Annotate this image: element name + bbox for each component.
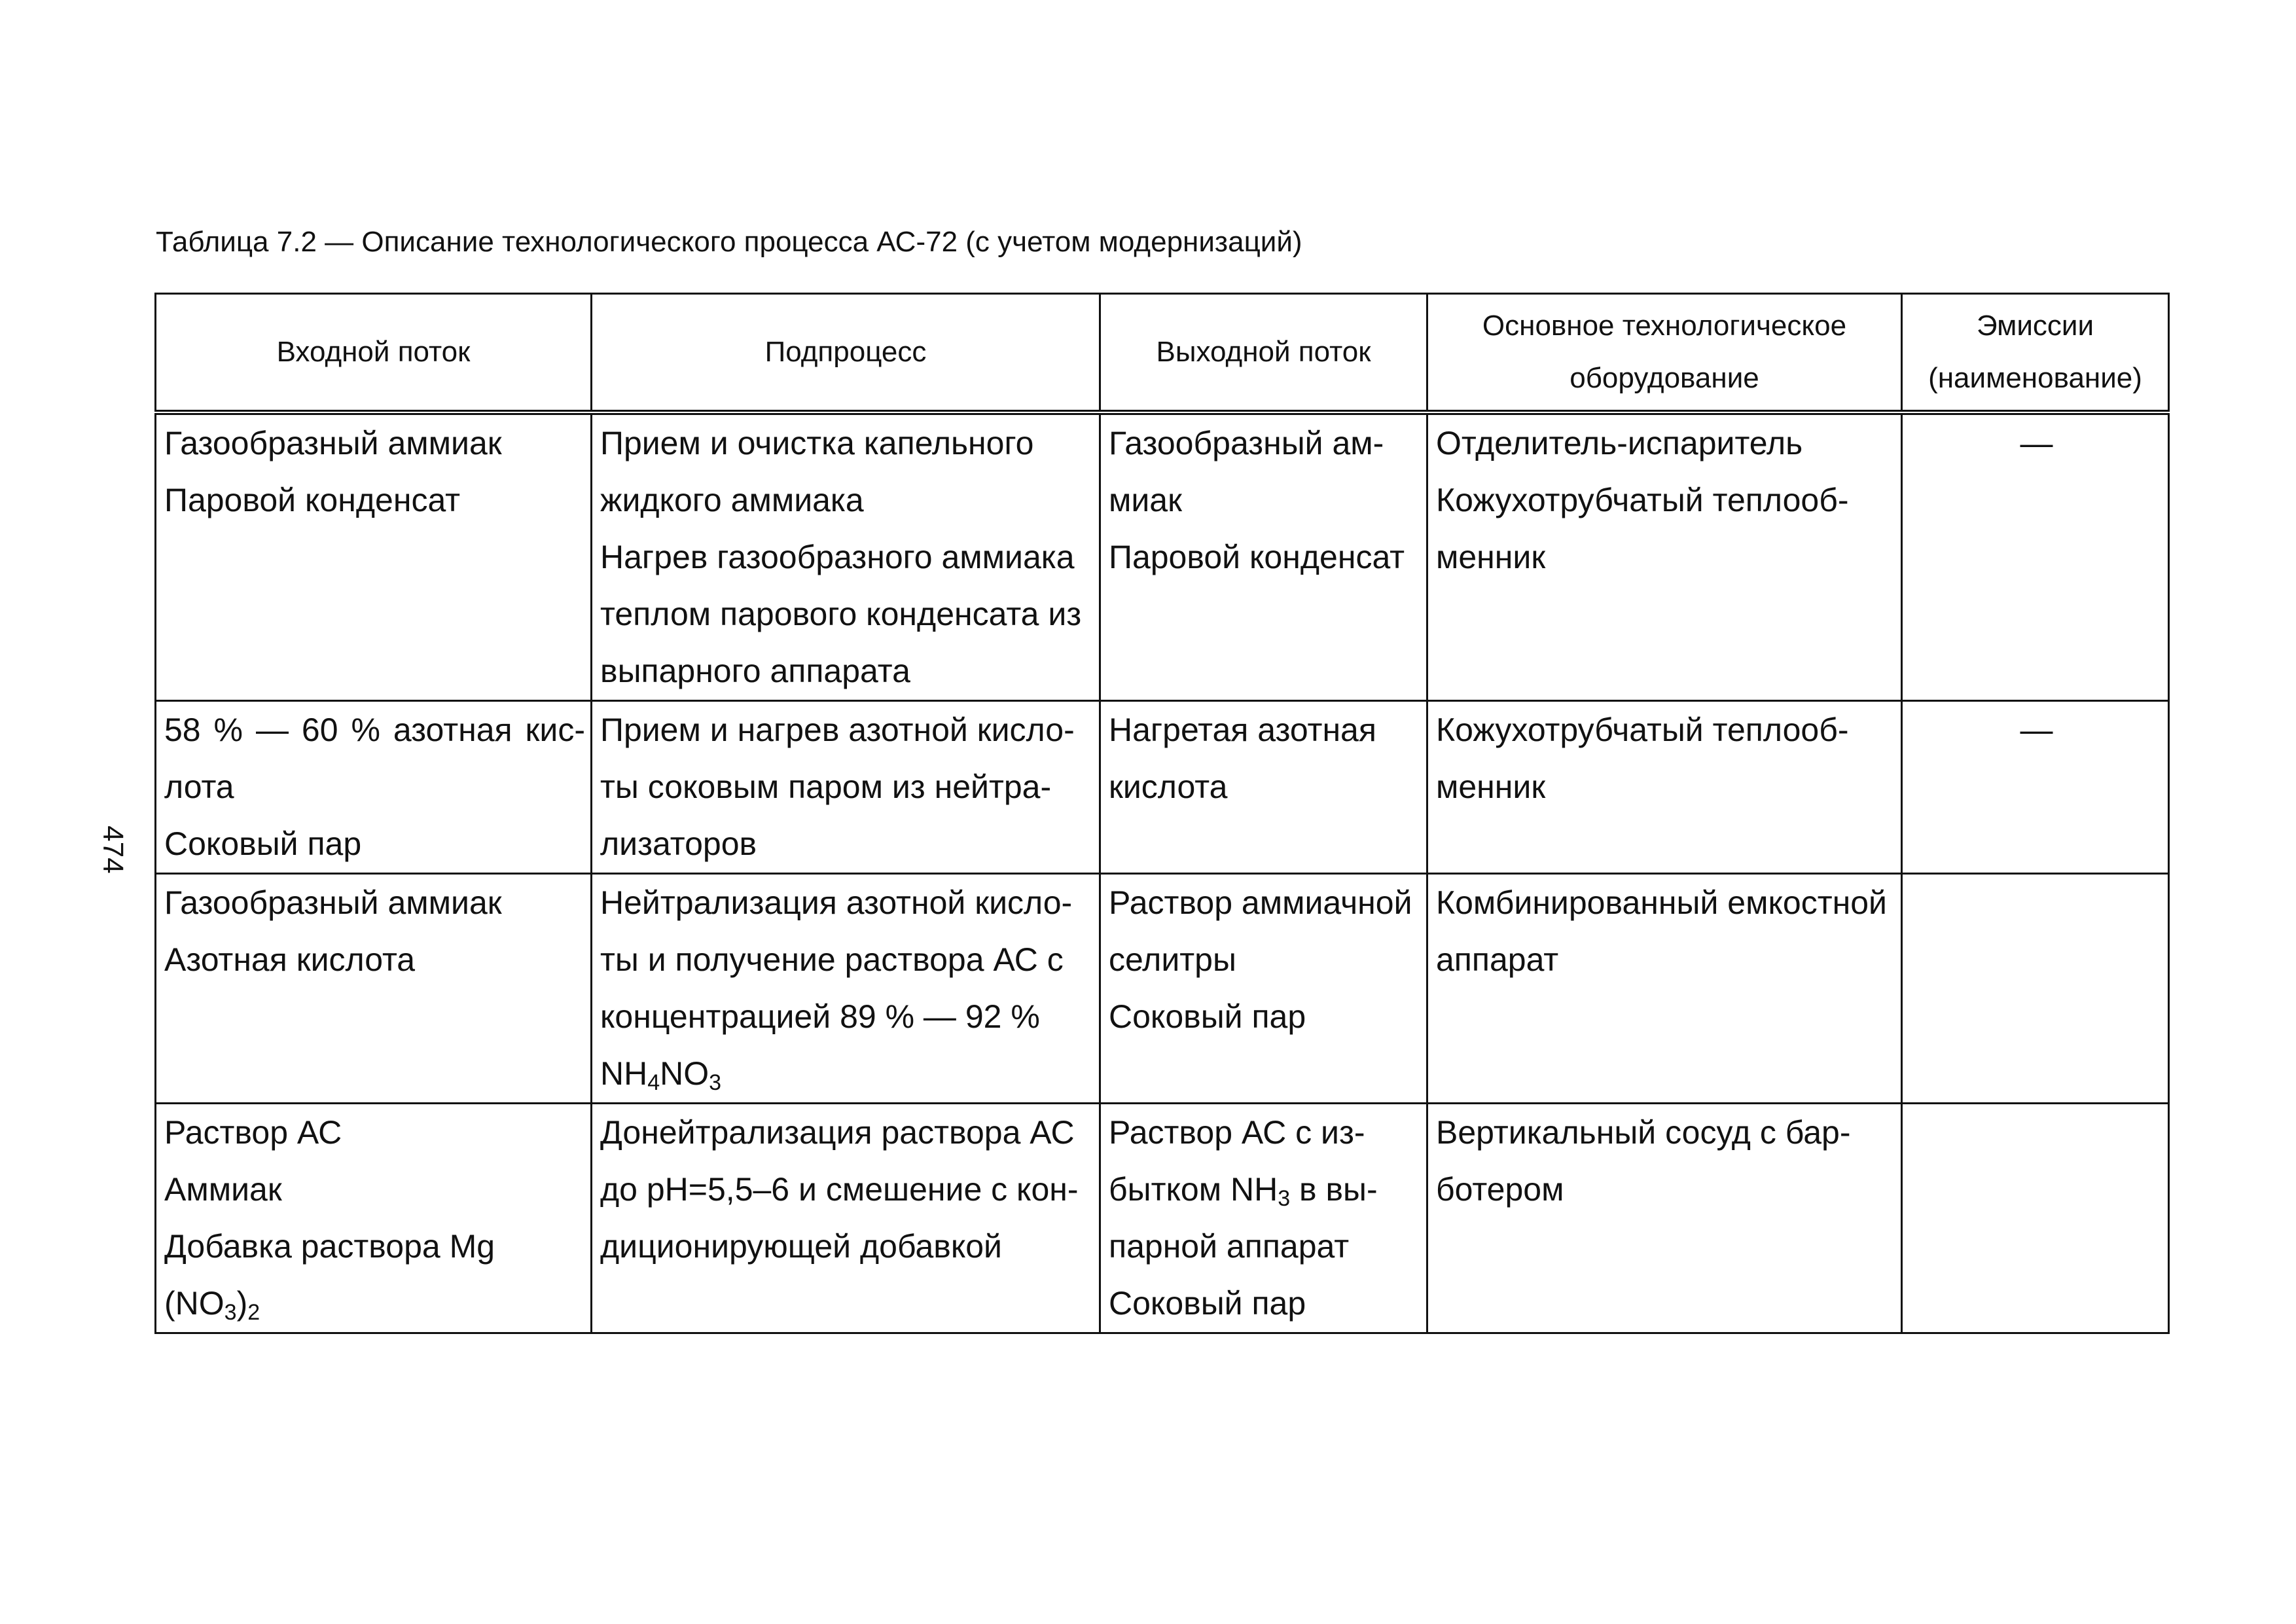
- cell-line: Кожухотрубчатый теплооб-: [1436, 482, 1849, 518]
- cell-output: [1100, 1104, 1427, 1333]
- header-equipment: Основное технологическое оборудование: [1427, 294, 1902, 413]
- cell-line: аппарат: [1436, 941, 1559, 978]
- header-subprocess: Подпроцесс: [592, 294, 1100, 413]
- cell-line: —: [2020, 425, 2053, 461]
- cell-line: Раствор аммиачной: [1109, 884, 1412, 921]
- cell-equipment: [1427, 1104, 1902, 1333]
- cell-line: ты и получение раствора АС с: [600, 941, 1064, 978]
- formula-subscript: 3: [709, 1070, 722, 1095]
- table-header-row: [156, 294, 2169, 413]
- cell-line: выпарного аппарата: [600, 653, 910, 689]
- cell-line: кислота: [1109, 768, 1228, 805]
- cell-line: Аммиак: [164, 1171, 282, 1208]
- cell-line: Отделитель-испаритель: [1436, 425, 1803, 461]
- cell-line: Паровой конденсат: [164, 482, 461, 518]
- process-table: [154, 293, 2170, 1334]
- page-number: 474: [97, 825, 129, 874]
- table-row: [156, 874, 2169, 1104]
- cell-line: жидкого аммиака: [600, 482, 864, 518]
- cell-line: лизаторов: [600, 825, 757, 862]
- table-caption: Таблица 7.2 — Описание технологического процесса АС-72 (с учетом модернизаций): [156, 226, 1302, 258]
- cell-line: менник: [1436, 768, 1546, 805]
- cell-line: миак: [1109, 482, 1182, 518]
- cell-line: Комбинированный емкостной: [1436, 884, 1887, 921]
- cell-line: Раствор АС с из-: [1109, 1114, 1365, 1151]
- cell-line: Нагретая азотная: [1109, 712, 1376, 748]
- cell-output: [1100, 701, 1427, 874]
- cell-line: лота: [164, 768, 234, 805]
- cell-line: Донейтрализация раствора АС: [600, 1114, 1075, 1151]
- formula-part: NO: [660, 1055, 709, 1092]
- cell-input: [156, 1104, 592, 1333]
- cell-line: Газообразный ам-: [1109, 425, 1384, 461]
- table-row: [156, 412, 2169, 701]
- cell-line: Азотная кислота: [164, 941, 416, 978]
- cell-emissions: [1902, 874, 2169, 1104]
- cell-line: концентрацией 89 % — 92 %: [600, 998, 1040, 1035]
- cell-emissions: [1902, 701, 2169, 874]
- cell-line: Паровой конденсат: [1109, 539, 1405, 575]
- header-output-flow: Выходной поток: [1100, 294, 1427, 413]
- formula-line: [600, 1045, 1094, 1102]
- cell-line: 58 % — 60 % азотная кис-: [164, 712, 585, 748]
- cell-equipment: [1427, 701, 1902, 874]
- cell-line: менник: [1436, 539, 1546, 575]
- cell-equipment: [1427, 412, 1902, 701]
- cell-line: Газообразный аммиак: [164, 425, 502, 461]
- cell-line: теплом парового конденсата из: [600, 596, 1082, 632]
- cell-emissions: [1902, 1104, 2169, 1333]
- cell-emissions: [1902, 412, 2169, 701]
- cell-input: [156, 701, 592, 874]
- formula-subscript: 3: [224, 1300, 237, 1325]
- cell-line: Соковый пар: [164, 825, 362, 862]
- header-emissions: Эмиссии (наименование): [1902, 294, 2169, 413]
- cell-subprocess: [592, 701, 1100, 874]
- cell-line: Нейтрализация азотной кисло-: [600, 884, 1073, 921]
- cell-line: Кожухотрубчатый теплооб-: [1436, 712, 1849, 748]
- cell-equipment: [1427, 874, 1902, 1104]
- cell-line: диционирующей добавкой: [600, 1228, 1002, 1265]
- cell-output: [1100, 412, 1427, 701]
- cell-line: Газообразный аммиак: [164, 884, 502, 921]
- cell-subprocess: [592, 874, 1100, 1104]
- formula-line: [164, 1275, 585, 1332]
- cell-line: селитры: [1109, 941, 1236, 978]
- cell-line: Соковый пар: [1109, 1285, 1306, 1322]
- formula-subscript: 2: [247, 1300, 260, 1325]
- cell-line: Нагрев газообразного аммиака: [600, 539, 1075, 575]
- formula-part: (NO: [164, 1285, 224, 1322]
- cell-subprocess: [592, 1104, 1100, 1333]
- formula-part: в вы-: [1290, 1171, 1378, 1208]
- table-row: [156, 1104, 2169, 1333]
- formula-part: бытком NH: [1109, 1171, 1278, 1208]
- header-input-flow: Входной поток: [156, 294, 592, 413]
- cell-line: Раствор АС: [164, 1114, 342, 1151]
- cell-line: Соковый пар: [1109, 998, 1306, 1035]
- cell-line: —: [2020, 712, 2053, 748]
- cell-line: Прием и очистка капельного: [600, 425, 1034, 461]
- formula-part: NH: [600, 1055, 648, 1092]
- cell-line: ты соковым паром из нейтра-: [600, 768, 1052, 805]
- cell-line: до pH=5,5–6 и смешение с кон-: [600, 1171, 1079, 1208]
- cell-line: парной аппарат: [1109, 1228, 1350, 1265]
- formula-subscript: 4: [647, 1070, 660, 1095]
- table-row: [156, 701, 2169, 874]
- cell-line: ботером: [1436, 1171, 1564, 1208]
- cell-line: Прием и нагрев азотной кисло-: [600, 712, 1075, 748]
- formula-line: [1109, 1161, 1421, 1218]
- cell-line: Вертикальный сосуд с бар-: [1436, 1114, 1851, 1151]
- cell-line: Добавка раствора Mg: [164, 1228, 495, 1265]
- cell-input: [156, 874, 592, 1104]
- formula-part: ): [236, 1285, 248, 1322]
- cell-input: [156, 412, 592, 701]
- cell-output: [1100, 874, 1427, 1104]
- cell-subprocess: [592, 412, 1100, 701]
- formula-subscript: 3: [1278, 1186, 1291, 1211]
